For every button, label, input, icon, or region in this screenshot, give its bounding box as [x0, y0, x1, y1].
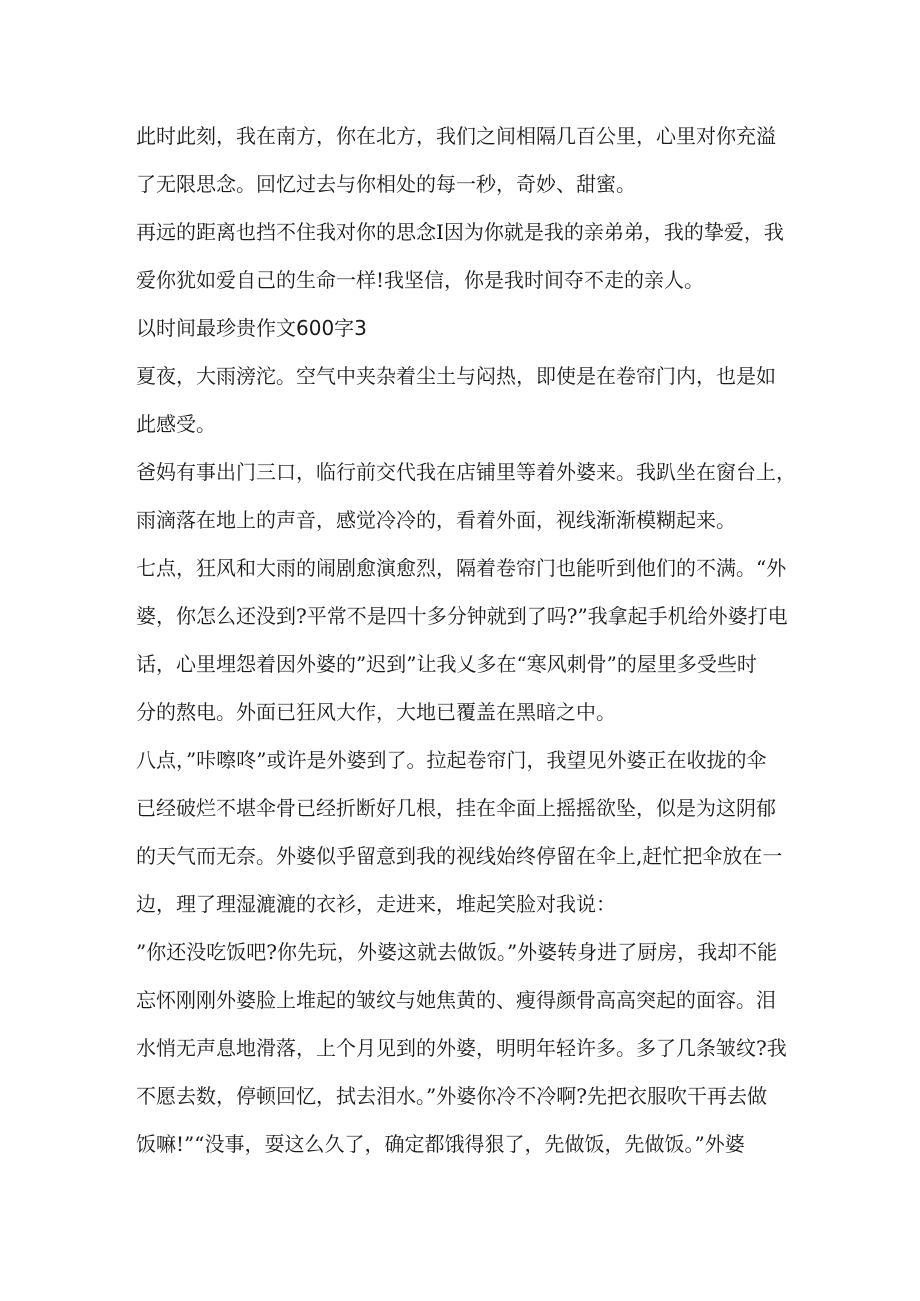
- section-heading: 以时间最珍贵作文600字3: [136, 316, 367, 340]
- text-line: 了无限思念。回忆过去与你相处的每一秒，奇妙、甜蜜。: [136, 172, 636, 196]
- text-line: 八点，”咔嚓咚”或许是外婆到了。拉起卷帘门，我望见外婆正在收拢的伞: [136, 748, 767, 772]
- text-line: 此感受。: [136, 412, 216, 436]
- text-line: 话，心里埋怨着因外婆的”迟到”让我乂多在“寒风刺骨”的屋里多受些时: [136, 652, 757, 676]
- text-line: 再远的距离也挡不住我对你的思念I因为你就是我的亲弟弟，我的挚爱，我: [136, 220, 784, 244]
- text-line: 雨滴落在地上的声音，感觉冷冷的，看着外面，视线渐渐模糊起来。: [136, 508, 736, 532]
- text-line: ”你还没吃饭吧?你先玩，外婆这就去做饭。”外婆转身进了厨房，我却不能: [136, 940, 778, 964]
- text-line: 忘怀刚刚外婆脸上堆起的皱纹与她焦黄的、瘦得颜骨高高突起的面容。泪: [136, 988, 776, 1012]
- text-line: 边，理了理湿漉漉的衣衫，走进来，堆起笑脸对我说：: [136, 892, 616, 916]
- text-line: 的天气而无奈。外婆似乎留意到我的视线始终停留在伞上,赶忙把伞放在一: [136, 844, 783, 868]
- text-line: 分的熬电。外面已狂风大作，大地已覆盖在黑暗之中。: [136, 700, 616, 724]
- text-line: 婆，你怎么还没到?平常不是四十多分钟就到了吗?”我拿起手机给外婆打电: [136, 604, 788, 628]
- text-line: 已经破烂不堪伞骨已经折断好几根，挂在伞面上摇摇欲坠，似是为这阴郁: [136, 796, 776, 820]
- document-body: [136, 112, 796, 1168]
- text-line: 爸妈有事出门三口，临行前交代我在店铺里等着外婆来。我趴坐在窗台上，: [136, 460, 796, 484]
- text-line: 水悄无声息地滑落，上个月见到的外婆，明明年轻许多。多了几条皱纹?我: [136, 1036, 787, 1060]
- text-line: 饭嘛!”“没事，耍这么久了，确定都饿得狠了，先做饭，先做饭。”外婆: [136, 1132, 745, 1156]
- text-line: 不愿去数，停顿回忆，拭去泪水。”外婆你冷不冷啊?先把衣服吹干再去做: [136, 1084, 767, 1108]
- text-line: 七点，狂风和大雨的闹剧愈演愈烈，隔着卷帘门也能听到他们的不满。“外: [136, 556, 787, 580]
- text-line: 夏夜，大雨滂沱。空气中夹杂着尘土与闷热，即使是在卷帘门内，也是如: [136, 364, 776, 388]
- text-line: 此时此刻，我在南方，你在北方，我们之间相隔几百公里，心里对你充溢: [136, 124, 776, 148]
- text-line: 爱你犹如爱自己的生命一样!我坚信，你是我时间夺不走的亲人。: [136, 268, 705, 292]
